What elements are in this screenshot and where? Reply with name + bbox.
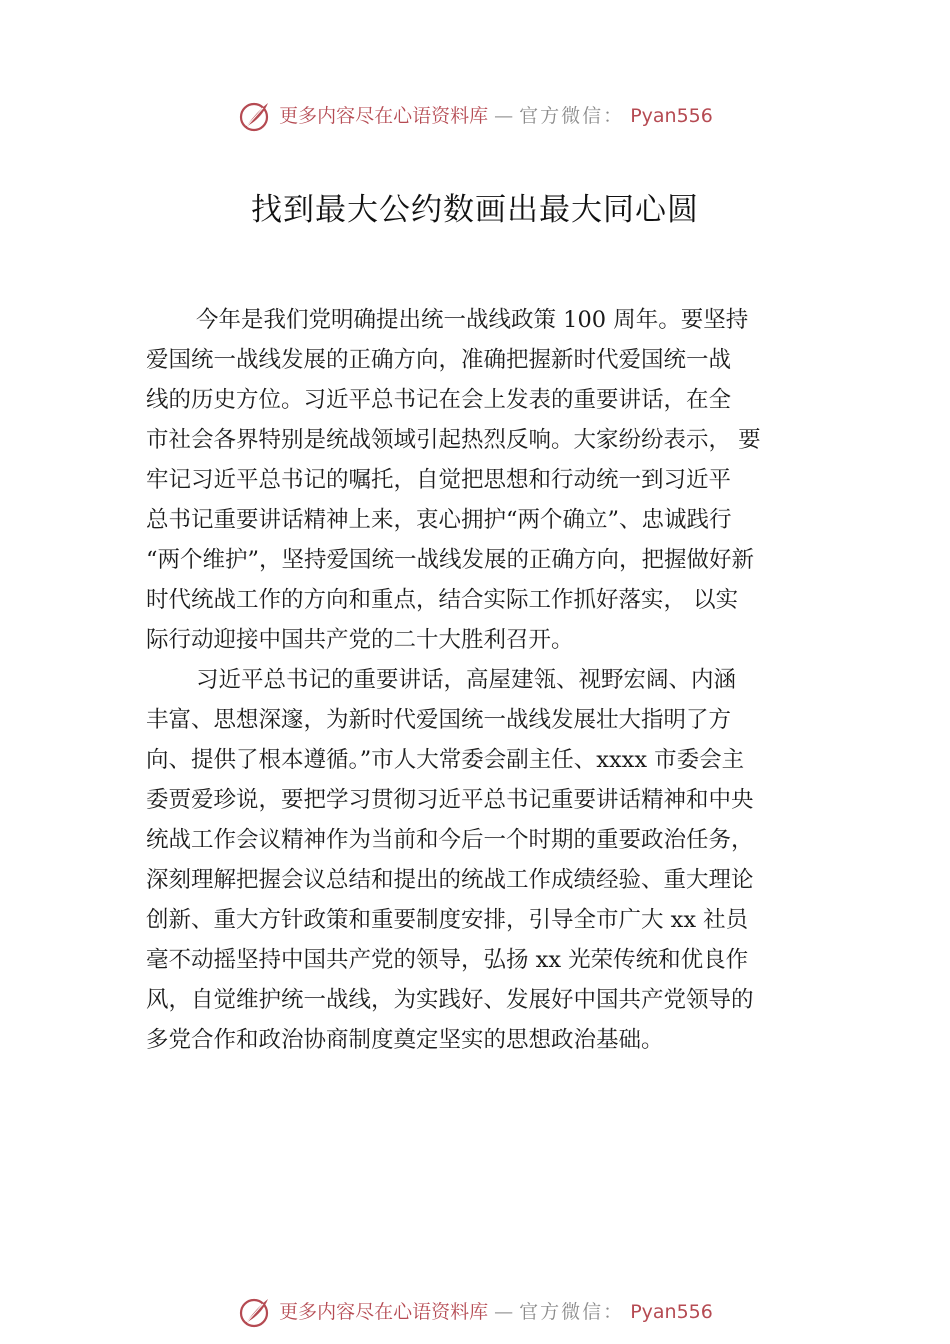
text-line: 委贾爱珍说，要把学习贯彻习近平总书记重要讲话精神和中央: [146, 787, 754, 813]
text-line: 时代统战工作的方向和重点，结合实际工作抓好落实， 以实: [146, 587, 739, 613]
text-line: 牢记习近平总书记的嘱托，自觉把思想和行动统一到习近平: [146, 467, 732, 493]
text-line: 深刻理解把握会议总结和提出的统战工作成绩经验、重大理论: [146, 867, 754, 893]
watermark-dash: —: [494, 105, 514, 127]
document-title: 找到最大公约数画出最大同心圆: [251, 192, 699, 228]
text-line: 今年是我们党明确提出统一战线政策 100 周年。要坚持: [196, 307, 749, 333]
paragraph-1: [146, 300, 836, 660]
text-line: 多党合作和政治协商制度奠定坚实的思想政治基础。: [146, 1027, 664, 1053]
text-line: 向、提供了根本遵循。”市人大常委会副主任、xxxx 市委会主: [146, 747, 745, 773]
feather-pen-icon: [237, 98, 273, 134]
text-line: 线的历史方位。习近平总书记在会上发表的重要讲话，在全: [146, 387, 732, 413]
text-line: 总书记重要讲话精神上来，衷心拥护“两个确立”、忠诚践行: [146, 507, 732, 533]
text-line: 创新、重大方针政策和重要制度安排，引导全市广大 xx 社员: [146, 907, 749, 933]
text-line: “两个维护”，坚持爱国统一战线发展的正确方向，把握做好新: [146, 547, 755, 573]
watermark-text: 更多内容尽在心语资料库: [279, 1301, 489, 1323]
text-line: 风，自觉维护统一战线，为实践好、发展好中国共产党领导的: [146, 987, 754, 1013]
text-line: 市社会各界特别是统战领域引起热烈反响。大家纷纷表示， 要: [146, 427, 761, 453]
watermark-wechat-id: Pyan556: [630, 105, 713, 127]
header-watermark: [0, 98, 950, 134]
watermark-label: 官方微信：: [519, 105, 625, 127]
watermark-dash: —: [494, 1301, 514, 1323]
document-body: [146, 300, 836, 1060]
text-line: 际行动迎接中国共产党的二十大胜利召开。: [146, 627, 574, 653]
text-line: 爱国统一战线发展的正确方向，准确把握新时代爱国统一战: [146, 347, 732, 373]
text-line: 统战工作会议精神作为当前和今后一个时期的重要政治任务，: [146, 827, 754, 853]
watermark-text: 更多内容尽在心语资料库: [279, 105, 489, 127]
watermark-label: 官方微信：: [519, 1301, 625, 1323]
text-line: 习近平总书记的重要讲话，高屋建瓴、视野宏阔、内涵: [196, 667, 737, 693]
footer-watermark: [0, 1294, 950, 1330]
text-line: 毫不动摇坚持中国共产党的领导，弘扬 xx 光荣传统和优良作: [146, 947, 749, 973]
text-line: 丰富、思想深邃，为新时代爱国统一战线发展壮大指明了方: [146, 707, 732, 733]
watermark-wechat-id: Pyan556: [630, 1301, 713, 1323]
paragraph-2: [146, 660, 836, 1060]
feather-pen-icon: [237, 1294, 273, 1330]
